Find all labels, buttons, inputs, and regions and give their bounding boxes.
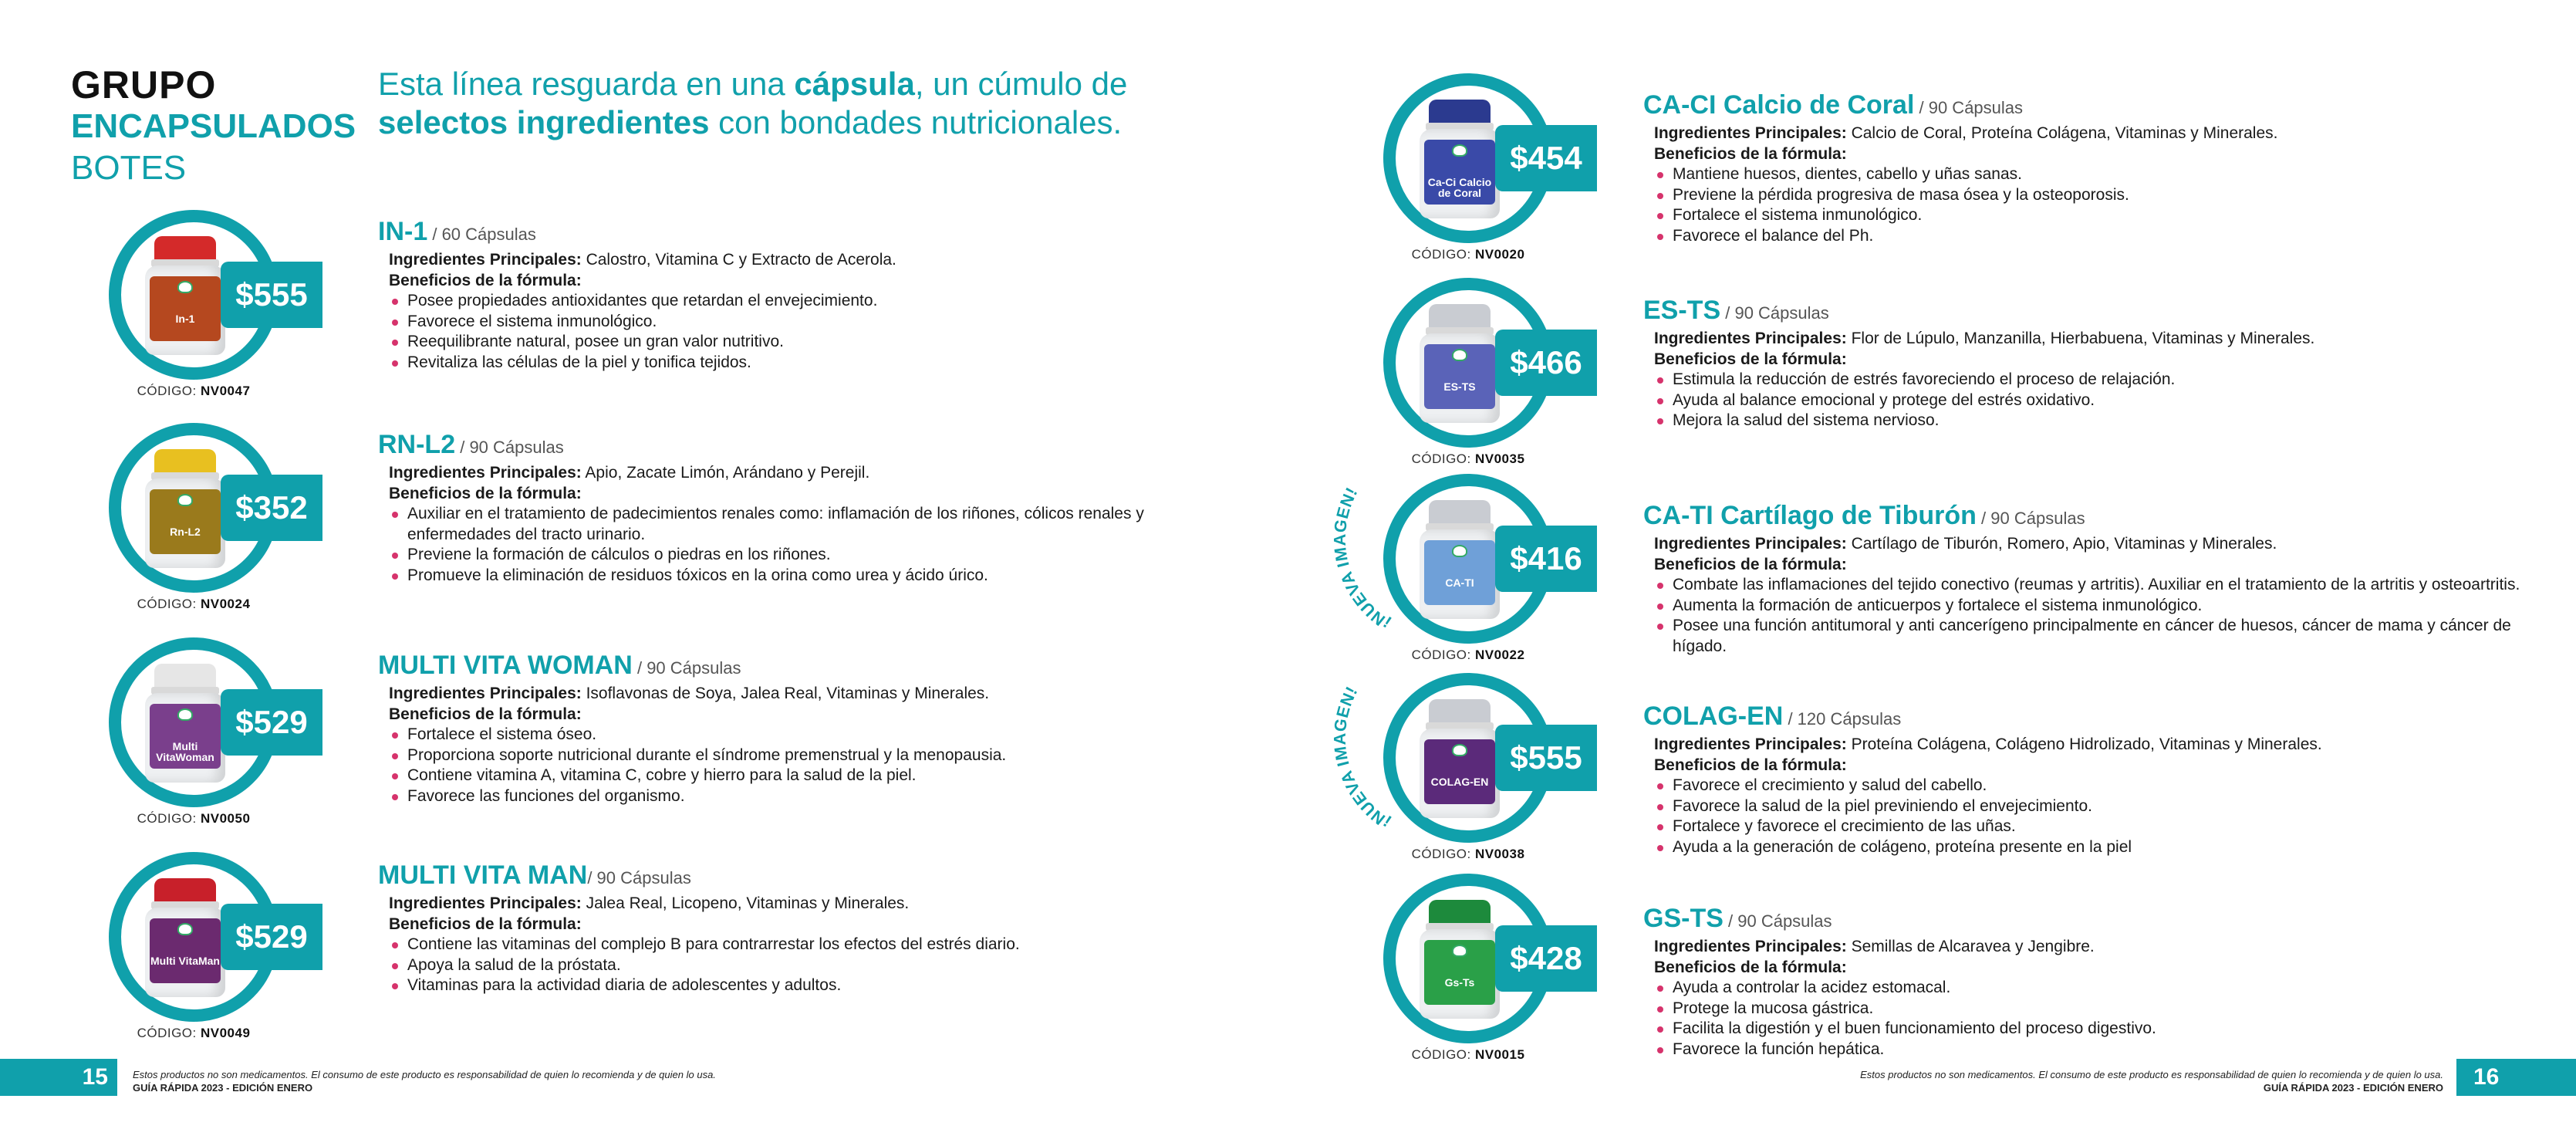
product-code <box>89 384 298 399</box>
product-name: MULTI VITA MAN <box>378 860 588 890</box>
bottle-label-text: In-1 <box>175 313 195 325</box>
product-quantity: / 90 Cápsulas <box>1720 303 1829 323</box>
benefit-item: Auxiliar en el tratamiento de padecimientos renales como: inflamación de los riñones, cólicos renales y enfermedades del tracto urinario. <box>389 504 1211 545</box>
product-title <box>1643 295 2523 329</box>
ingredients-line <box>1654 329 2523 350</box>
price-tag: $416 <box>1495 526 1597 592</box>
benefits-heading: Beneficios de la fórmula: <box>389 484 582 502</box>
ingredients-value: Flor de Lúpulo, Manzanilla, Hierbabuena, Vitaminas y Minerales. <box>1846 330 2315 347</box>
benefits-list <box>389 291 1211 373</box>
bottle-label-text: Multi VitaWoman <box>156 740 214 763</box>
bottle-label-text: Ca-Ci Calcio de Coral <box>1427 176 1492 199</box>
bottle-label-text: CA-TI <box>1445 576 1474 589</box>
code-value: NV0015 <box>1474 1047 1525 1062</box>
brand-logo-icon <box>1452 744 1467 756</box>
ingredients-label: Ingredientes Principales: <box>1654 535 1847 553</box>
ingredients-value: Cartílago de Tiburón, Romero, Apio, Vitaminas y Minerales. <box>1846 535 2277 553</box>
ingredients-value: Isoflavonas de Soya, Jalea Real, Vitaminas y Minerales. <box>581 685 990 702</box>
bottle-label-text: Gs-Ts <box>1444 976 1475 989</box>
brand-logo-icon <box>177 923 193 935</box>
intro-text: Esta línea resguarda en una cápsula, un cúmulo de selectos ingredientes con bondades nutricionales. <box>378 66 1128 140</box>
brand-logo-icon <box>177 281 193 293</box>
product-name: GS-TS <box>1643 904 1724 933</box>
section-title-encapsulados: ENCAPSULADOS <box>71 107 356 145</box>
benefit-item: Facilita la digestión y el buen funcionamiento del proceso digestivo. <box>1654 1019 2523 1040</box>
benefit-item: Ayuda a controlar la acidez estomacal. <box>1654 978 2523 999</box>
benefits-heading: Beneficios de la fórmula: <box>389 915 582 933</box>
product-code <box>89 811 298 827</box>
code-value: NV0022 <box>1474 647 1525 662</box>
benefits-list <box>389 935 1211 996</box>
code-value: NV0035 <box>1474 451 1525 466</box>
ingredients-line <box>1654 937 2523 958</box>
product-bottle-image <box>1420 500 1500 619</box>
product-quantity: / 90 Cápsulas <box>587 868 691 888</box>
product-title <box>1643 903 2523 937</box>
benefit-item: Posee propiedades antioxidantes que retardan el envejecimiento. <box>389 291 1211 312</box>
benefits-list <box>389 504 1211 586</box>
code-label: CÓDIGO: <box>1411 247 1475 262</box>
ingredients-value: Semillas de Alcaravea y Jengibre. <box>1846 938 2095 955</box>
benefits-heading: Beneficios de la fórmula: <box>1654 350 1847 368</box>
product-description <box>378 860 1211 996</box>
benefit-item: Aumenta la formación de anticuerpos y fortalece el sistema inmunológico. <box>1654 596 2523 617</box>
price-tag: $555 <box>1495 725 1597 791</box>
product-image-card <box>89 637 321 830</box>
benefits-list <box>389 725 1211 806</box>
code-value: NV0024 <box>200 597 251 611</box>
brand-logo-icon <box>1452 349 1467 361</box>
product-bottle-image <box>145 449 225 568</box>
section-title-grupo: GRUPO <box>71 63 217 106</box>
product-code <box>1364 1047 1572 1063</box>
product-quantity: / 120 Cápsulas <box>1783 709 1902 729</box>
benefits-heading: Beneficios de la fórmula: <box>1654 958 1847 976</box>
bottle-label-text: Rn-L2 <box>170 526 201 538</box>
product-image-card <box>1364 474 1595 667</box>
code-label: CÓDIGO: <box>1411 847 1475 861</box>
product-description <box>378 650 1211 806</box>
benefit-item: Proporciona soporte nutricional durante el síndrome premenstrual y la menopausia. <box>389 746 1211 766</box>
code-label: CÓDIGO: <box>1411 647 1475 662</box>
product-description <box>378 216 1211 373</box>
product-code <box>1364 247 1572 262</box>
benefit-item: Favorece la función hepática. <box>1654 1040 2523 1060</box>
footer-edition: GUÍA RÁPIDA 2023 - EDICIÓN ENERO <box>133 1082 313 1094</box>
section-title-botes: BOTES <box>71 149 187 187</box>
benefit-item: Revitaliza las células de la piel y tonifica tejidos. <box>389 353 1211 374</box>
page-number-left: 15 <box>0 1059 117 1096</box>
product-title <box>1643 500 2523 534</box>
page-number-right: 16 <box>2456 1059 2576 1096</box>
product-quantity: / 90 Cápsulas <box>455 438 564 457</box>
product-image-card <box>1364 278 1595 471</box>
ingredients-value: Calostro, Vitamina C y Extracto de Acerola. <box>581 251 896 269</box>
price-tag: $529 <box>221 904 322 970</box>
benefits-heading: Beneficios de la fórmula: <box>389 271 582 289</box>
ingredients-value: Calcio de Coral, Proteína Colágena, Vitaminas y Minerales. <box>1846 124 2278 142</box>
brand-logo-icon <box>177 494 193 506</box>
benefit-item: Favorece las funciones del organismo. <box>389 786 1211 807</box>
benefits-heading: Beneficios de la fórmula: <box>1654 144 1847 163</box>
price-tag: $428 <box>1495 925 1597 992</box>
benefit-item: Contiene las vitaminas del complejo B para contrarrestar los efectos del estrés diario. <box>389 935 1211 955</box>
ingredients-label: Ingredientes Principales: <box>1654 330 1847 347</box>
product-title <box>378 429 1211 463</box>
benefit-item: Favorece el sistema inmunológico. <box>389 312 1211 333</box>
benefits-heading: Beneficios de la fórmula: <box>1654 756 1847 774</box>
benefit-item: Fortalece el sistema óseo. <box>389 725 1211 746</box>
product-title <box>1643 701 2523 735</box>
product-name: CA-CI Calcio de Coral <box>1643 90 1915 120</box>
ingredients-label: Ingredientes Principales: <box>1654 938 1847 955</box>
product-title <box>378 860 1211 894</box>
nueva-imagen-badge-2 <box>1321 661 1398 838</box>
ingredients-label: Ingredientes Principales: <box>389 464 582 482</box>
code-label: CÓDIGO: <box>137 597 201 611</box>
bottle-label-text: ES-TS <box>1443 380 1476 393</box>
benefit-item: Favorece la salud de la piel previniendo el envejecimiento. <box>1654 796 2523 817</box>
svg-text:¡NUEVA IMAGEN!: ¡NUEVA IMAGEN! <box>1329 682 1394 833</box>
product-code <box>89 1026 298 1041</box>
benefit-item: Estimula la reducción de estrés favoreciendo el proceso de relajación. <box>1654 370 2523 390</box>
product-quantity: / 90 Cápsulas <box>1723 911 1832 931</box>
brand-logo-icon <box>1452 945 1467 957</box>
benefit-item: Protege la mucosa gástrica. <box>1654 999 2523 1019</box>
benefit-item: Favorece el crecimiento y salud del cabello. <box>1654 776 2523 796</box>
benefits-list <box>1654 370 2523 431</box>
product-image-card <box>1364 673 1595 866</box>
code-value: NV0047 <box>200 384 251 398</box>
product-code <box>1364 847 1572 862</box>
ingredients-line <box>389 894 1211 915</box>
product-quantity: / 90 Cápsulas <box>1976 509 2085 528</box>
product-description <box>1643 90 2523 246</box>
ingredients-label: Ingredientes Principales: <box>389 894 582 912</box>
product-image-card <box>89 423 321 616</box>
product-description <box>378 429 1211 586</box>
code-label: CÓDIGO: <box>137 811 201 826</box>
code-value: NV0038 <box>1474 847 1525 861</box>
code-label: CÓDIGO: <box>1411 1047 1475 1062</box>
benefit-item: Fortalece el sistema inmunológico. <box>1654 205 2523 226</box>
footer-edition: GUÍA RÁPIDA 2023 - EDICIÓN ENERO <box>2263 1082 2443 1094</box>
product-bottle-image <box>145 664 225 783</box>
price-tag: $555 <box>221 262 322 328</box>
benefits-list <box>1654 978 2523 1060</box>
product-bottle-image <box>145 236 225 355</box>
product-image-card <box>89 852 321 1045</box>
price-tag: $466 <box>1495 330 1597 396</box>
brand-logo-icon <box>1452 144 1467 157</box>
ingredients-value: Apio, Zacate Limón, Arándano y Perejil. <box>581 464 870 482</box>
code-label: CÓDIGO: <box>1411 451 1475 466</box>
ingredients-label: Ingredientes Principales: <box>1654 124 1847 142</box>
product-description <box>1643 295 2523 431</box>
code-value: NV0049 <box>200 1026 251 1040</box>
price-tag: $529 <box>221 689 322 756</box>
benefit-item: Mantiene huesos, dientes, cabello y uñas sanas. <box>1654 164 2523 185</box>
benefit-item: Combate las inflamaciones del tejido conectivo (reumas y artritis). Auxiliar en el tratamiento de la artritis y osteoartritis. <box>1654 575 2523 596</box>
product-description <box>1643 903 2523 1060</box>
product-title <box>1643 90 2523 123</box>
benefit-item: Ayuda a la generación de colágeno, proteína presente en la piel <box>1654 837 2523 858</box>
product-image-card <box>1364 874 1595 1067</box>
product-bottle-image <box>1420 304 1500 423</box>
ingredients-line <box>389 250 1211 271</box>
ingredients-line <box>389 463 1211 484</box>
footer-disclaimer: Estos productos no son medicamentos. El consumo de este producto es responsabilidad de quien lo recomienda y de quien lo usa. <box>1860 1069 2443 1080</box>
benefits-list <box>1654 575 2523 657</box>
product-quantity: / 60 Cápsulas <box>427 225 536 244</box>
benefit-item: Contiene vitamina A, vitamina C, cobre y hierro para la salud de la piel. <box>389 766 1211 786</box>
code-label: CÓDIGO: <box>137 384 201 398</box>
product-name: CA-TI Cartílago de Tiburón <box>1643 501 1977 530</box>
benefit-item: Promueve la eliminación de residuos tóxicos en la orina como urea y ácido úrico. <box>389 566 1211 587</box>
benefit-item: Previene la formación de cálculos o piedras en los riñones. <box>389 545 1211 566</box>
benefit-item: Favorece el balance del Ph. <box>1654 226 2523 247</box>
bottle-label-text: Multi VitaMan <box>150 955 220 967</box>
footer-disclaimer: Estos productos no son medicamentos. El consumo de este producto es responsabilidad de quien lo recomienda y de quien lo usa. <box>133 1069 716 1080</box>
ingredients-label: Ingredientes Principales: <box>1654 735 1847 753</box>
benefit-item: Vitaminas para la actividad diaria de adolescentes y adultos. <box>389 975 1211 996</box>
product-title <box>378 216 1211 250</box>
product-description <box>1643 701 2523 857</box>
ingredients-value: Jalea Real, Licopeno, Vitaminas y Minerales. <box>581 894 910 912</box>
product-title <box>378 650 1211 684</box>
ingredients-line <box>1654 123 2523 144</box>
brand-logo-icon <box>177 708 193 721</box>
product-quantity: / 90 Cápsulas <box>632 658 741 678</box>
benefit-item: Mejora la salud del sistema nervioso. <box>1654 411 2523 431</box>
brand-logo-icon <box>1452 545 1467 557</box>
benefit-item: Apoya la salud de la próstata. <box>389 955 1211 976</box>
product-code <box>89 597 298 612</box>
benefits-list <box>1654 164 2523 246</box>
benefit-item: Ayuda al balance emocional y protege del estrés oxidativo. <box>1654 390 2523 411</box>
product-bottle-image <box>1420 900 1500 1019</box>
product-name: IN-1 <box>378 217 428 246</box>
product-name: MULTI VITA WOMAN <box>378 651 633 680</box>
product-name: COLAG-EN <box>1643 702 1784 731</box>
benefits-heading: Beneficios de la fórmula: <box>1654 555 1847 573</box>
benefit-item: Fortalece y favorece el crecimiento de las uñas. <box>1654 816 2523 837</box>
nueva-imagen-badge-1 <box>1321 462 1398 639</box>
footer-right <box>1860 1068 2443 1094</box>
ingredients-value: Proteína Colágena, Colágeno Hidrolizado, Vitaminas y Minerales. <box>1846 735 2322 753</box>
ingredients-line <box>389 684 1211 705</box>
benefit-item: Posee una función antitumoral y anti cancerígeno principalmente en cáncer de huesos, cáncer de mama y cáncer de hígado. <box>1654 616 2523 657</box>
price-tag: $454 <box>1495 125 1597 191</box>
code-value: NV0050 <box>200 811 251 826</box>
benefit-item: Previene la pérdida progresiva de masa ósea y la osteoporosis. <box>1654 185 2523 206</box>
svg-text:¡NUEVA IMAGEN!: ¡NUEVA IMAGEN! <box>1329 483 1394 634</box>
product-bottle-image <box>1420 699 1500 818</box>
product-bottle-image <box>145 878 225 997</box>
product-quantity: / 90 Cápsulas <box>1914 98 2024 117</box>
price-tag: $352 <box>221 475 322 541</box>
footer-left <box>133 1068 716 1094</box>
bottle-label-text: COLAG-EN <box>1430 776 1489 788</box>
ingredients-label: Ingredientes Principales: <box>389 251 582 269</box>
product-image-card <box>1364 73 1595 266</box>
ingredients-label: Ingredientes Principales: <box>389 685 582 702</box>
product-name: ES-TS <box>1643 296 1721 325</box>
product-description <box>1643 500 2523 657</box>
benefits-list <box>1654 776 2523 857</box>
code-value: NV0020 <box>1474 247 1525 262</box>
product-name: RN-L2 <box>378 430 456 459</box>
ingredients-line <box>1654 735 2523 756</box>
product-image-card <box>89 210 321 403</box>
benefits-heading: Beneficios de la fórmula: <box>389 705 582 723</box>
ingredients-line <box>1654 534 2523 555</box>
code-label: CÓDIGO: <box>137 1026 201 1040</box>
benefit-item: Reequilibrante natural, posee un gran valor nutritivo. <box>389 332 1211 353</box>
product-bottle-image <box>1420 100 1500 218</box>
